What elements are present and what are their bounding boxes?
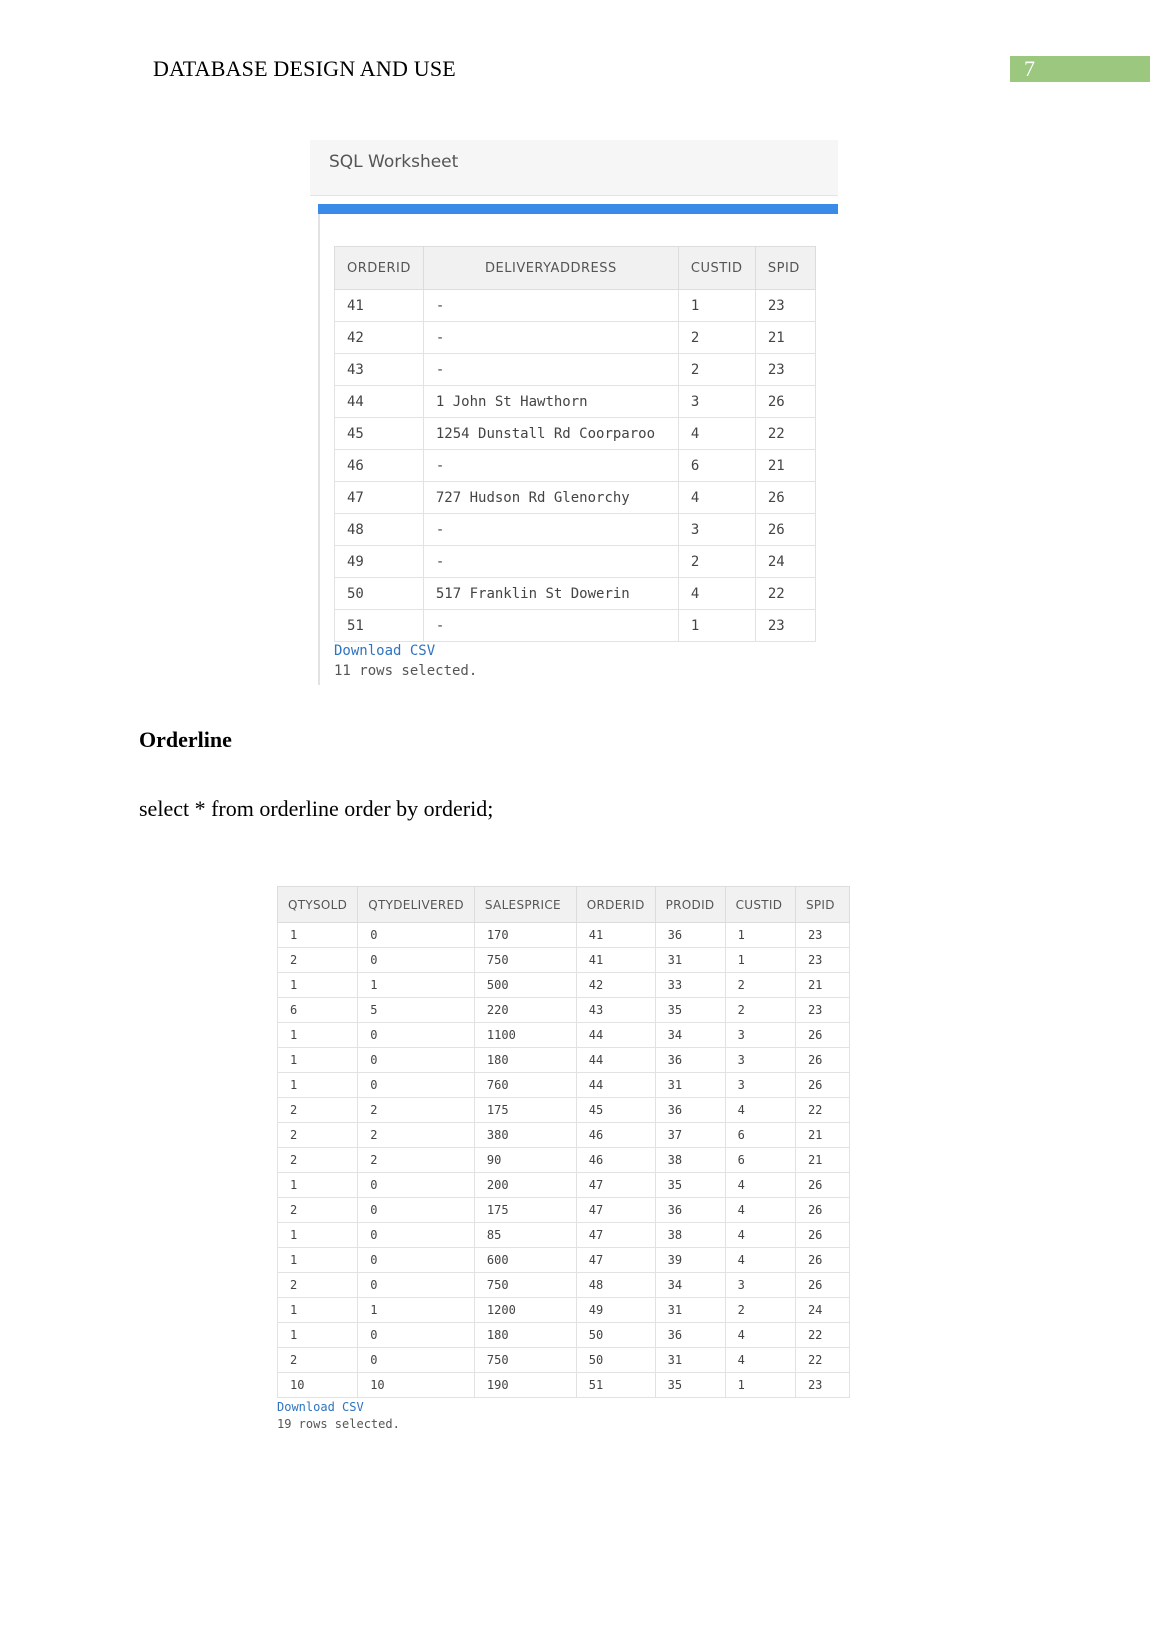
table-cell: 2 (278, 1148, 358, 1173)
table-cell: 2 (278, 1123, 358, 1148)
table-cell: 1 (278, 973, 358, 998)
table-cell: 6 (278, 998, 358, 1023)
table-cell: 4 (725, 1098, 795, 1123)
table-cell: 31 (655, 1298, 725, 1323)
table-cell: 51 (576, 1373, 655, 1398)
table-cell: 26 (795, 1273, 849, 1298)
table-cell: 21 (755, 322, 815, 354)
table-cell: 4 (725, 1323, 795, 1348)
table-header-row (278, 887, 850, 923)
table-cell: - (423, 354, 678, 386)
table-cell: 31 (655, 1348, 725, 1373)
table-cell: 46 (576, 1123, 655, 1148)
table-cell: 4 (725, 1198, 795, 1223)
table-cell: 0 (358, 948, 475, 973)
table-cell: 0 (358, 1023, 475, 1048)
table-cell: 37 (655, 1123, 725, 1148)
table-row (278, 1123, 850, 1148)
table-cell: 4 (725, 1223, 795, 1248)
table-cell: 200 (474, 1173, 576, 1198)
table-cell: 2 (278, 948, 358, 973)
table-cell: 190 (474, 1373, 576, 1398)
table-cell: 34 (655, 1273, 725, 1298)
table-cell: 3 (678, 386, 755, 418)
table-cell: 23 (795, 1373, 849, 1398)
table-cell: 1200 (474, 1298, 576, 1323)
table-cell: 0 (358, 1248, 475, 1273)
table-cell: 1 (278, 1073, 358, 1098)
table-cell: 1 (678, 290, 755, 322)
table-row (278, 998, 850, 1023)
table-cell: 26 (755, 482, 815, 514)
table-cell: 2 (278, 1348, 358, 1373)
table-cell: 22 (755, 578, 815, 610)
table-cell: 50 (335, 578, 424, 610)
table-cell: 2 (278, 1273, 358, 1298)
table-cell: 4 (678, 578, 755, 610)
table-cell: 1 (278, 1173, 358, 1198)
table-cell: 5 (358, 998, 475, 1023)
table-cell: 22 (795, 1098, 849, 1123)
table-cell: 46 (335, 450, 424, 482)
table-cell: 42 (335, 322, 424, 354)
table-cell: 47 (576, 1248, 655, 1273)
table-cell: 750 (474, 1273, 576, 1298)
table-cell: 170 (474, 923, 576, 948)
table-row (278, 948, 850, 973)
table-cell: 4 (725, 1248, 795, 1273)
table-row (278, 1223, 850, 1248)
table-cell: 50 (576, 1348, 655, 1373)
table-cell: 3 (725, 1273, 795, 1298)
table-row (278, 923, 850, 948)
table-cell: 21 (755, 450, 815, 482)
table-row (335, 290, 816, 322)
column-header-prodid: PRODID (655, 887, 725, 923)
table-cell: 51 (335, 610, 424, 642)
table-cell: 47 (335, 482, 424, 514)
table-cell: 26 (795, 1248, 849, 1273)
table-cell: 0 (358, 1198, 475, 1223)
table-cell: 500 (474, 973, 576, 998)
table-cell: 26 (795, 1023, 849, 1048)
table-cell: 1 (725, 948, 795, 973)
table-cell: 23 (755, 354, 815, 386)
table-cell: 36 (655, 1098, 725, 1123)
table-cell: 2 (725, 973, 795, 998)
table-cell: 4 (678, 482, 755, 514)
table-cell: 21 (795, 973, 849, 998)
worksheet-title: SQL Worksheet (329, 152, 459, 172)
column-header-spid: SPID (755, 247, 815, 290)
table-row (278, 1248, 850, 1273)
table-cell: 24 (755, 546, 815, 578)
table-cell: 33 (655, 973, 725, 998)
table-cell: 23 (755, 610, 815, 642)
table-cell: 1 (725, 1373, 795, 1398)
table-cell: 22 (795, 1348, 849, 1373)
table-cell: - (423, 514, 678, 546)
table-cell: 750 (474, 1348, 576, 1373)
table-cell: 0 (358, 1073, 475, 1098)
table-row (335, 610, 816, 642)
table-header-row (335, 247, 816, 290)
table-cell: 1 (678, 610, 755, 642)
table-cell: 3 (725, 1048, 795, 1073)
sql-query-text: select * from orderline order by orderid; (139, 796, 494, 821)
table-row (335, 418, 816, 450)
table-cell: 26 (795, 1223, 849, 1248)
table-cell: - (423, 546, 678, 578)
table-cell: 38 (655, 1148, 725, 1173)
table-cell: 50 (576, 1323, 655, 1348)
section-heading: Orderline (139, 727, 232, 752)
column-header-orderid: ORDERID (335, 247, 424, 290)
table-cell: 6 (725, 1148, 795, 1173)
table-cell: 26 (795, 1048, 849, 1073)
table-cell: 36 (655, 923, 725, 948)
table-cell: 1 (358, 1298, 475, 1323)
table-cell: 1 (278, 923, 358, 948)
table-cell: - (423, 322, 678, 354)
table-cell: 220 (474, 998, 576, 1023)
table-cell: 26 (795, 1073, 849, 1098)
table-cell: 1 (725, 923, 795, 948)
table-cell: 22 (755, 418, 815, 450)
table-cell: 47 (576, 1223, 655, 1248)
table-cell: 1 (278, 1048, 358, 1073)
table-cell: 1100 (474, 1023, 576, 1048)
table-cell: 90 (474, 1148, 576, 1173)
table-cell: 31 (655, 948, 725, 973)
table-cell: 2 (358, 1148, 475, 1173)
table-row (278, 1273, 850, 1298)
table-cell: 4 (678, 418, 755, 450)
orderline-result-table (277, 886, 850, 1398)
table-cell: 175 (474, 1198, 576, 1223)
table-cell: 24 (795, 1298, 849, 1323)
table-row (278, 1023, 850, 1048)
table-cell: 36 (655, 1323, 725, 1348)
table-cell: 2 (725, 998, 795, 1023)
table-cell: 750 (474, 948, 576, 973)
table-row (278, 1298, 850, 1323)
table-cell: 0 (358, 1048, 475, 1073)
table-cell: 1 (278, 1223, 358, 1248)
table-cell: 43 (576, 998, 655, 1023)
download-csv-link-2[interactable]: Download CSV (277, 1400, 364, 1414)
table-cell: 600 (474, 1248, 576, 1273)
table-row (335, 514, 816, 546)
table-cell: 2 (278, 1198, 358, 1223)
table-cell: 3 (725, 1073, 795, 1098)
column-header-custid: CUSTID (678, 247, 755, 290)
orderline-result-screenshot (277, 886, 850, 1398)
table-cell: 39 (655, 1248, 725, 1273)
table-cell: 47 (576, 1173, 655, 1198)
table-cell: 49 (576, 1298, 655, 1323)
table-cell: 47 (576, 1198, 655, 1223)
table-cell: 44 (335, 386, 424, 418)
table-cell: 35 (655, 1373, 725, 1398)
table-cell: 2 (358, 1123, 475, 1148)
page-header-title: DATABASE DESIGN AND USE (153, 56, 456, 81)
column-header-deliveryaddress: DELIVERYADDRESS (423, 247, 678, 290)
table-cell: 517 Franklin St Dowerin (423, 578, 678, 610)
table-cell: 4 (725, 1173, 795, 1198)
table-cell: 38 (655, 1223, 725, 1248)
table-row (335, 450, 816, 482)
table-cell: 1 John St Hawthorn (423, 386, 678, 418)
table-cell: 2 (678, 546, 755, 578)
table-row (278, 1098, 850, 1123)
table-cell: 21 (795, 1123, 849, 1148)
table-row (278, 1173, 850, 1198)
table-cell: 2 (678, 322, 755, 354)
table-cell: 21 (795, 1148, 849, 1173)
table-cell: 44 (576, 1048, 655, 1073)
table-cell: 46 (576, 1148, 655, 1173)
table-cell: 41 (335, 290, 424, 322)
table-cell: 48 (335, 514, 424, 546)
table-cell: 0 (358, 1223, 475, 1248)
column-header-custid: CUSTID (725, 887, 795, 923)
rows-selected-status: 11 rows selected. (334, 663, 478, 679)
table-row (278, 1373, 850, 1398)
table-row (335, 386, 816, 418)
table-cell: 3 (725, 1023, 795, 1048)
table-cell: 380 (474, 1123, 576, 1148)
table-cell: - (423, 450, 678, 482)
table-row (335, 482, 816, 514)
table-cell: 175 (474, 1098, 576, 1123)
table-cell: 10 (278, 1373, 358, 1398)
table-cell: 10 (358, 1373, 475, 1398)
table-cell: 26 (755, 514, 815, 546)
table-row (335, 546, 816, 578)
table-cell: 41 (576, 948, 655, 973)
column-header-qtydelivered: QTYDELIVERED (358, 887, 475, 923)
table-cell: 31 (655, 1073, 725, 1098)
table-row (335, 354, 816, 386)
table-cell: 49 (335, 546, 424, 578)
table-cell: 0 (358, 1323, 475, 1348)
table-cell: 23 (795, 923, 849, 948)
table-cell: 35 (655, 998, 725, 1023)
table-cell: 44 (576, 1073, 655, 1098)
table-cell: 23 (795, 998, 849, 1023)
table-cell: - (423, 290, 678, 322)
table-row (278, 973, 850, 998)
table-cell: 760 (474, 1073, 576, 1098)
table-cell: 23 (795, 948, 849, 973)
table-cell: 1 (278, 1323, 358, 1348)
table-cell: 0 (358, 1348, 475, 1373)
table-cell: 0 (358, 1173, 475, 1198)
table-cell: 0 (358, 1273, 475, 1298)
worksheet-divider (318, 214, 320, 685)
table-row (278, 1348, 850, 1373)
table-cell: 3 (678, 514, 755, 546)
table-cell: 4 (725, 1348, 795, 1373)
table-cell: 41 (576, 923, 655, 948)
table-cell: 45 (576, 1098, 655, 1123)
table-cell: 85 (474, 1223, 576, 1248)
table-cell: 34 (655, 1023, 725, 1048)
table-row (335, 578, 816, 610)
column-header-salesprice: SALESPRICE (474, 887, 576, 923)
table-cell: 1254 Dunstall Rd Coorparoo (423, 418, 678, 450)
table-cell: 36 (655, 1198, 725, 1223)
table-cell: 26 (795, 1173, 849, 1198)
column-header-spid: SPID (795, 887, 849, 923)
table-cell: 2 (278, 1098, 358, 1123)
table-row (278, 1323, 850, 1348)
table-cell: 2 (678, 354, 755, 386)
table-cell: 26 (755, 386, 815, 418)
table-cell: 35 (655, 1173, 725, 1198)
rows-selected-status-2: 19 rows selected. (277, 1417, 400, 1431)
table-cell: 6 (725, 1123, 795, 1148)
column-header-orderid: ORDERID (576, 887, 655, 923)
table-row (278, 1048, 850, 1073)
table-row (278, 1198, 850, 1223)
table-row (278, 1073, 850, 1098)
table-cell: 45 (335, 418, 424, 450)
column-header-qtysold: QTYSOLD (278, 887, 358, 923)
table-cell: 1 (278, 1023, 358, 1048)
table-row (278, 1148, 850, 1173)
worksheet-header (310, 140, 838, 196)
sql-worksheet-screenshot (310, 140, 838, 685)
table-cell: 36 (655, 1048, 725, 1073)
table-cell: 2 (725, 1298, 795, 1323)
table-cell: 180 (474, 1048, 576, 1073)
table-cell: 43 (335, 354, 424, 386)
table-cell: 26 (795, 1198, 849, 1223)
table-cell: 1 (358, 973, 475, 998)
worksheet-progress-bar (318, 204, 838, 214)
table-cell: 727 Hudson Rd Glenorchy (423, 482, 678, 514)
table-cell: 1 (278, 1298, 358, 1323)
table-cell: 2 (358, 1098, 475, 1123)
table-cell: 42 (576, 973, 655, 998)
table-cell: 180 (474, 1323, 576, 1348)
orders-result-table (334, 246, 816, 642)
download-csv-link[interactable]: Download CSV (334, 643, 436, 659)
table-row (335, 322, 816, 354)
page-number: 7 (1010, 56, 1150, 82)
table-cell: 22 (795, 1323, 849, 1348)
table-cell: 0 (358, 923, 475, 948)
table-cell: 23 (755, 290, 815, 322)
table-cell: 48 (576, 1273, 655, 1298)
table-cell: 44 (576, 1023, 655, 1048)
table-cell: - (423, 610, 678, 642)
table-cell: 1 (278, 1248, 358, 1273)
table-cell: 6 (678, 450, 755, 482)
